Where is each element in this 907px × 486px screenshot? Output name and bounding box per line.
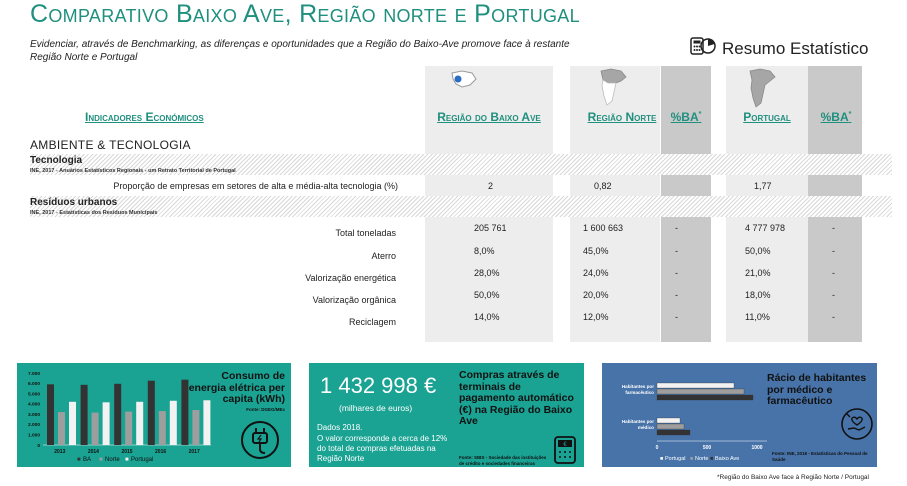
- bar-norte-0: [657, 389, 744, 394]
- category-tecnologia: Tecnologia: [30, 155, 83, 166]
- map-baixo-ave-icon: [448, 70, 478, 111]
- category-label: médico: [637, 425, 654, 430]
- value-ba: 205 761: [474, 223, 507, 233]
- value-ba: 28,0%: [474, 268, 500, 278]
- page-title: Comparativo Baixo Ave, Região norte e Portugal: [30, 0, 580, 28]
- col-head-pct-ba-1: [664, 110, 708, 124]
- bar-norte-2014: [92, 413, 99, 445]
- value-pct-ba-1: -: [675, 223, 678, 233]
- resumo-label: Resumo Estatístico: [722, 38, 869, 58]
- x-tick-label: 2017: [188, 449, 200, 455]
- racio-chart: [602, 363, 772, 467]
- panel-racio: [602, 363, 877, 467]
- row-label: Valorização orgânica: [312, 295, 396, 305]
- x-tick-label: 1000: [751, 445, 763, 451]
- value-norte: 1 600 663: [583, 223, 624, 233]
- value-pct-ba-2: -: [832, 290, 835, 300]
- value-pt: 11,0%: [745, 312, 770, 322]
- compras-source: Fonte: SIBS - Sociedade das instituições de crédito e sociedades financeiras: [459, 455, 547, 466]
- legend-marker: ■: [660, 456, 664, 462]
- indicators-heading: Indicadores Económicos: [85, 110, 204, 124]
- bar-norte-1: [657, 424, 684, 429]
- value-pct-ba-1: -: [675, 312, 678, 322]
- legend-label: Norte: [105, 457, 120, 463]
- bar-portugal-2016: [170, 401, 177, 445]
- bar-baixo-ave-1: [657, 430, 690, 435]
- value-pt: 21,0%: [745, 268, 771, 278]
- x-tick-label: 0: [655, 445, 659, 451]
- y-tick-label: 1.000: [27, 433, 40, 439]
- panel-energia: [17, 363, 291, 467]
- bar-ba-2015: [114, 384, 121, 445]
- col-head-pct-ba-2: [812, 110, 860, 124]
- y-tick-label: 0: [37, 443, 40, 449]
- bar-norte-2015: [125, 412, 132, 445]
- x-tick-label: 2014: [87, 449, 99, 455]
- compras-big-number: 1 432 998 €: [320, 373, 437, 398]
- map-portugal-icon: [744, 68, 778, 113]
- value-norte: 20,0%: [583, 290, 609, 300]
- value-pt: 4 777 978: [745, 223, 786, 233]
- svg-text:€: €: [563, 442, 567, 448]
- bar-portugal-2017: [203, 400, 210, 445]
- bar-portugal-2014: [103, 402, 110, 445]
- row-label-tecnologia: Proporção de empresas em setores de alta e média-alta tecnologia (%): [113, 181, 398, 191]
- bar-norte-2013: [58, 412, 65, 445]
- bar-baixo-ave-0: [657, 395, 753, 400]
- value-pct-ba-2: -: [832, 246, 835, 256]
- source-tecnologia: INE, 2017 - Anuários Estatísticos Regionais - um Retrato Territorial de Portugal: [30, 168, 236, 174]
- bar-norte-2017: [192, 410, 199, 445]
- col-head-portugal: Portugal: [743, 110, 791, 124]
- value-ba: 8,0%: [474, 246, 495, 256]
- bar-portugal-0: [657, 383, 734, 388]
- electric-plug-icon: [239, 419, 281, 466]
- panel-compras: [309, 363, 584, 467]
- x-tick-label: 2013: [54, 449, 66, 455]
- category-label: Habitantes por: [621, 384, 654, 389]
- row-label: Aterro: [371, 251, 396, 261]
- racio-source: Fonte: INE, 2018 - Estatísticas do Pessoal de Saúde: [772, 451, 868, 462]
- category-band-residuos: [30, 196, 892, 217]
- bar-ba-2013: [47, 384, 54, 445]
- value-norte: 12,0%: [583, 312, 609, 322]
- x-tick-label: 500: [702, 445, 712, 451]
- bar-ba-2014: [81, 385, 88, 445]
- legend-marker: ■: [125, 457, 129, 463]
- x-tick-label: 2015: [121, 449, 133, 455]
- legend-marker: ■: [77, 457, 81, 463]
- value-pct-ba-2: -: [832, 312, 835, 322]
- category-label: Habitantes por: [621, 419, 654, 424]
- hand-heart-icon: [840, 407, 874, 446]
- asterisk-mark: *: [848, 111, 852, 118]
- value-norte-tecnologia: 0,82: [594, 181, 612, 191]
- y-tick-label: 5.000: [27, 392, 40, 398]
- bar-ba-2016: [148, 381, 155, 445]
- col-head-pct-ba-1-label: %BA: [670, 110, 699, 124]
- y-tick-label: 3.000: [27, 412, 40, 418]
- col-head-pct-ba-2-label: %BA: [820, 110, 849, 124]
- legend-marker: ■: [710, 456, 714, 462]
- value-pct-ba-1: -: [675, 246, 678, 256]
- value-pct-ba-2: -: [832, 223, 835, 233]
- x-tick-label: 2016: [155, 449, 167, 455]
- row-label: Reciclagem: [348, 317, 396, 327]
- legend-label: Baixo Ave: [715, 456, 740, 462]
- value-ba: 50,0%: [474, 290, 500, 300]
- compras-title: Compras através de terminais de pagamento automático (€) na Região do Baixo Ave: [459, 369, 574, 427]
- racio-title: Rácio de habitantes por médico e farmacêutico: [767, 372, 867, 407]
- value-pt-tecnologia: 1,77: [754, 181, 772, 191]
- y-tick-label: 6.000: [27, 382, 40, 388]
- value-pct-ba-1: -: [675, 268, 678, 278]
- source-residuos: INE, 2017 - Estatísticas dos Resíduos Municipais: [30, 210, 158, 216]
- value-pct-ba-1: -: [675, 290, 678, 300]
- section-heading: AMBIENTE & TECNOLOGIA: [30, 138, 191, 152]
- y-tick-label: 2.000: [27, 423, 40, 429]
- legend-label: Norte: [695, 456, 709, 462]
- value-pt: 50,0%: [745, 246, 771, 256]
- value-pt: 18,0%: [745, 290, 771, 300]
- asterisk-mark: *: [698, 111, 702, 118]
- value-ba: 14,0%: [474, 312, 500, 322]
- bar-portugal-1: [657, 418, 680, 423]
- row-label: Total toneladas: [335, 228, 396, 238]
- category-residuos: Resíduos urbanos: [30, 197, 118, 208]
- bar-portugal-2013: [69, 402, 76, 445]
- page-subtitle: Evidenciar, através de Benchmarking, as diferenças e oportunidades que a Região do Baixo-Ave promove face à restante Região Norte e Portugal: [30, 39, 570, 63]
- energia-title: Consumo de energia elétrica per capita (kWh): [188, 370, 285, 405]
- map-norte-icon: [595, 68, 629, 111]
- col-head-norte: Região Norte: [587, 110, 657, 124]
- value-ba-tecnologia: 2: [488, 181, 494, 191]
- payment-terminal-icon: [553, 435, 577, 470]
- value-norte: 45,0%: [583, 246, 609, 256]
- compras-note: O valor corresponde a cerca de 12% do total de compras efetuadas na Região Norte: [317, 434, 448, 463]
- bar-norte-2016: [159, 411, 166, 445]
- legend-label: Portugal: [665, 456, 686, 462]
- row-label: Valorização energética: [305, 273, 396, 283]
- value-norte: 24,0%: [583, 268, 609, 278]
- resumo-estatistico: [690, 34, 868, 63]
- legend-label: BA: [83, 457, 92, 463]
- energia-source: Fonte: DGEG/MEc: [246, 407, 285, 412]
- legend-marker: ■: [690, 456, 694, 462]
- col-head-baixo-ave: Região do Baixo Ave: [437, 110, 541, 124]
- value-pct-ba-2: -: [832, 268, 835, 278]
- bar-portugal-2015: [136, 402, 143, 445]
- y-tick-label: 4.000: [27, 402, 40, 408]
- legend-marker: ■: [99, 457, 103, 463]
- legend-label: Portugal: [131, 457, 154, 463]
- compras-unit: (milhares de euros): [339, 403, 413, 413]
- category-label: farmacêutico: [625, 390, 654, 395]
- y-tick-label: 7.000: [27, 371, 40, 377]
- footnote: *Região do Baixo Ave face à Região Norte / Portugal: [716, 474, 869, 481]
- compras-data-year: Dados 2018.: [317, 423, 363, 432]
- calculator-chart-icon: [690, 34, 716, 63]
